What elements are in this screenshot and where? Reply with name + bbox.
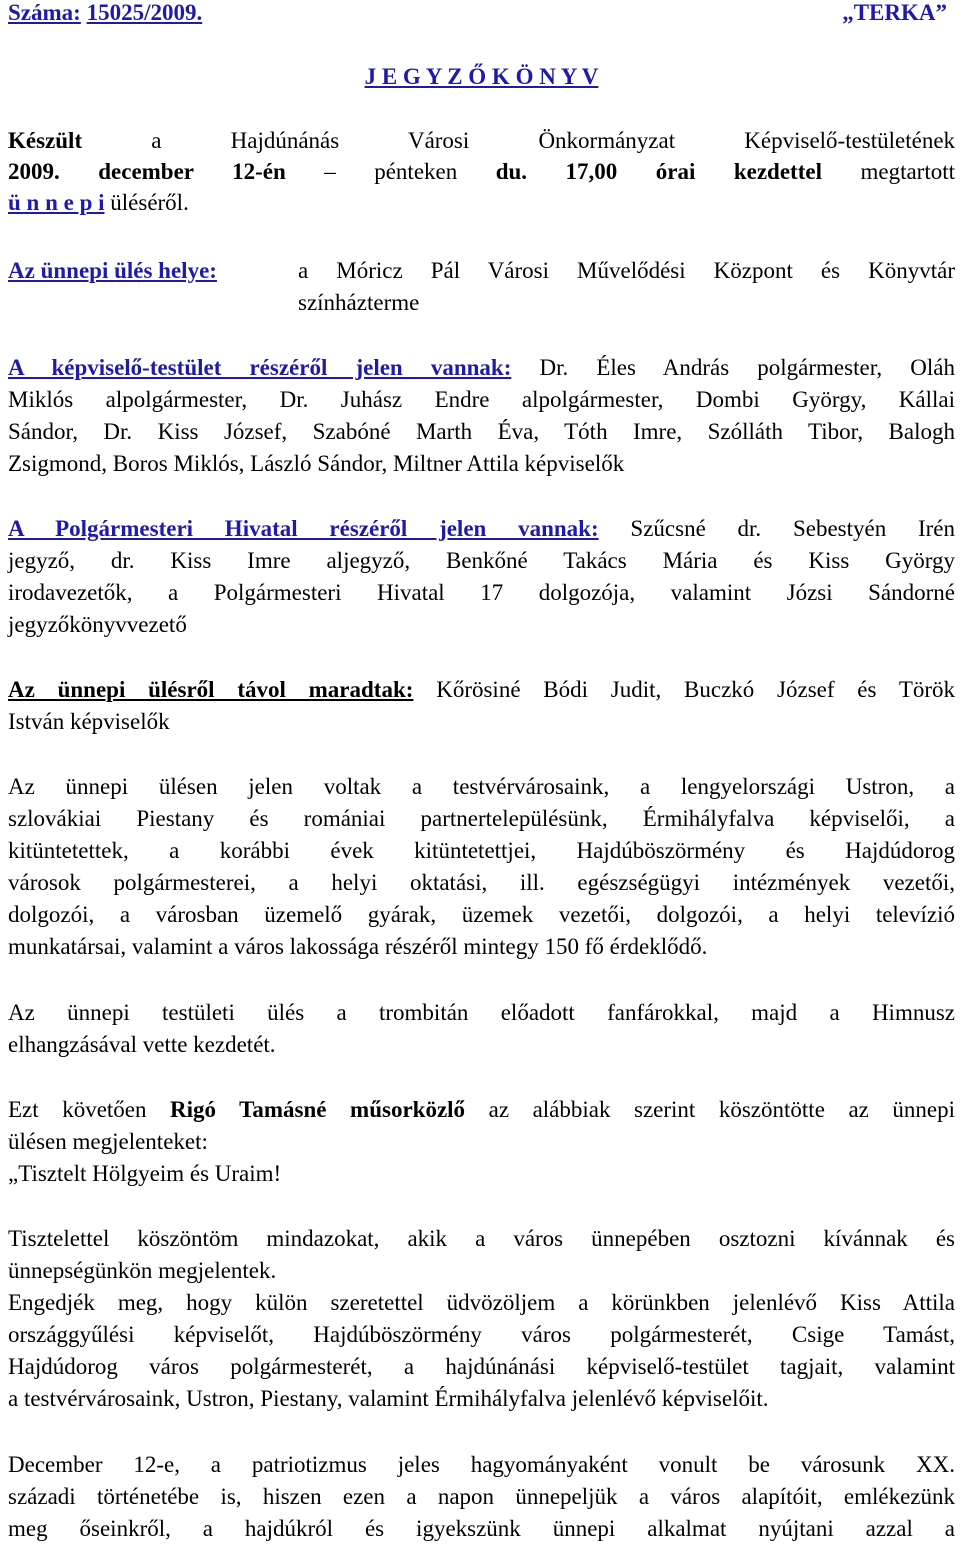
present-office-text: Szűcsné dr. Sebestyén Irén xyxy=(630,516,956,541)
intro-word: a xyxy=(151,128,162,153)
number-label: Száma: xyxy=(8,0,81,25)
meeting-time: du. 17,00 órai kezdettel xyxy=(495,159,822,184)
intro-word: Képviselő-testületének xyxy=(744,128,956,153)
absent-text: Kőrösiné Bódi Judit, Buczkó József és Török xyxy=(436,677,956,702)
place-line-2: színházterme xyxy=(298,290,420,315)
opening-line-1: Az ünnepi testületi ülés a trombitán előadott fanfárokkal, majd a Himnusz xyxy=(8,1000,955,1025)
intro-word: megtartott xyxy=(860,159,955,184)
festive-label: ü n n e p i xyxy=(8,190,105,215)
absent-line-2: István képviselők xyxy=(8,709,170,734)
document-title: J E G Y Z Ő K Ö N Y V xyxy=(364,64,599,89)
present-board-label: A képviselő-testület részéről jelen vannak: xyxy=(8,355,512,380)
present-office-line-3: irodavezetők, a Polgármesteri Hivatal 17 dolgozója, valamint Józsi Sándorné xyxy=(8,580,955,605)
intro-line-3 xyxy=(8,188,955,218)
place-label: Az ünnepi ülés helye: xyxy=(8,258,217,283)
present-office-label: A Polgármesteri Hivatal részéről jelen vannak: xyxy=(8,516,599,541)
intro-word: üléséről. xyxy=(110,190,189,215)
present-board-line-2: Miklós alpolgármester, Dr. Juhász Endre alpolgármester, Dombi György, Kállai xyxy=(8,387,955,412)
speech1-line-2: ünnepségünkön megjelentek. xyxy=(8,1258,277,1283)
speech1-line-4: országgyűlési képviselőt, Hajdúböszörmény város polgármesterét, Csige Tamást, xyxy=(8,1322,955,1347)
speech1-line-6: a testvérvárosaink, Ustron, Piestany, valamint Érmihályfalva jelenlévő képviselőit. xyxy=(8,1386,769,1411)
speech2-line-2: századi történetébe is, hiszen ezen a napon ünnepeljük a város alapítóit, emlékezünk xyxy=(8,1484,955,1509)
present-board-line-1 xyxy=(8,353,955,383)
speech2-line-3: meg őseinkről, a hajdúkról és igyekszünk ünnepi alkalmat nyújtani azzal a xyxy=(8,1516,955,1541)
place-line-1: a Móricz Pál Városi Művelődési Központ és Könyvtár xyxy=(298,258,955,283)
present-board-line-3: Sándor, Dr. Kiss József, Szabóné Marth Éva, Tóth Imre, Szólláth Tibor, Balogh xyxy=(8,419,955,444)
present-office-line-2: jegyző, dr. Kiss Imre aljegyző, Benkőné Takács Mária és Kiss György xyxy=(8,548,955,573)
meeting-date: 2009. december 12-én xyxy=(8,159,286,184)
speech1-line-3: Engedjék meg, hogy külön szeretettel üdvözöljem a körünkben jelenlévő Kiss Attila xyxy=(8,1290,955,1315)
present-office-line-1 xyxy=(8,514,955,544)
intro-word: Hajdúnánás xyxy=(230,128,340,153)
opening-line-2: elhangzásával vette kezdetét. xyxy=(8,1032,276,1057)
absent-label: Az ünnepi ülésről távol maradtak: xyxy=(8,677,414,702)
number-value: 15025/2009. xyxy=(86,0,203,25)
guests-line-5: dolgozói, a városban üzemelő gyárak, üzemek vezetői, dolgozói, a helyi televízió xyxy=(8,902,955,927)
guests-line-2: szlovákiai Piestany és romániai partnertelepülésünk, Érmihályfalva képviselői, a xyxy=(8,806,955,831)
present-office-line-4: jegyzőkönyvvezető xyxy=(8,612,187,637)
absent-line-1 xyxy=(8,675,955,705)
host-line-3: „Tisztelt Hölgyeim és Uraim! xyxy=(8,1161,282,1186)
host-line-1 xyxy=(8,1095,955,1125)
speech2-line-1: December 12-e, a patriotizmus jeles hagyományaként vonult be városunk XX. xyxy=(8,1452,955,1477)
intro-made: Készült xyxy=(8,128,83,153)
host-line-2: ülésen megjelenteket: xyxy=(8,1129,208,1154)
guests-line-1: Az ünnepi ülésen jelen voltak a testvérvárosaink, a lengyelországi Ustron, a xyxy=(8,774,955,799)
host-text: az alábbiak szerint köszöntötte az ünnepi xyxy=(488,1097,955,1122)
intro-word: Önkormányzat xyxy=(538,128,676,153)
intro-word: Városi xyxy=(407,128,470,153)
meeting-day: pénteken xyxy=(374,159,458,184)
speech1-line-5: Hajdúdorog város polgármesterét, a hajdúnánási képviselő-testület tagjait, valamint xyxy=(8,1354,955,1379)
guests-line-3: kitüntetettek, a korábbi évek kitüntetettjei, Hajdúböszörmény és Hajdúdorog xyxy=(8,838,955,863)
intro-line-2 xyxy=(8,157,955,187)
intro-line-1 xyxy=(8,126,955,156)
document-name: „TERKA” xyxy=(842,0,947,25)
host-text: Ezt követően xyxy=(8,1097,147,1122)
guests-line-4: városok polgármesterei, a helyi oktatási, ill. egészségügyi intézmények vezetői, xyxy=(8,870,955,895)
present-board-text: Dr. Éles András polgármester, Oláh xyxy=(539,355,955,380)
host-name: Rigó Tamásné műsorközlő xyxy=(170,1097,466,1122)
present-board-line-4: Zsigmond, Boros Miklós, László Sándor, Miltner Attila képviselők xyxy=(8,451,625,476)
speech1-line-1: Tisztelettel köszöntöm mindazokat, akik a város ünnepében osztozni kívánnak és xyxy=(8,1226,955,1251)
intro-dash: – xyxy=(324,159,336,184)
guests-line-6: munkatársai, valamint a város lakossága részéről mintegy 150 fő érdeklődő. xyxy=(8,934,708,959)
document-number xyxy=(8,0,202,28)
